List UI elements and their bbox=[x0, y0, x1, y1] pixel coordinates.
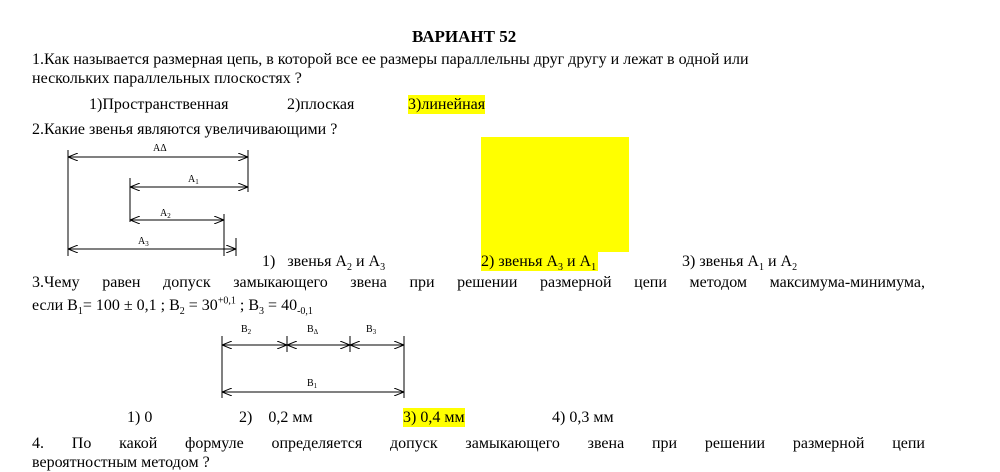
q2-option-2-correct[interactable]: 2) звенья $A_3$ и $A_1$ bbox=[481, 253, 597, 274]
page-title: ВАРИАНТ 52 bbox=[412, 27, 517, 46]
q3-option-2[interactable]: 2) 0,2 мм bbox=[239, 409, 313, 426]
q3-option-4[interactable]: 4) 0,3 мм bbox=[552, 409, 614, 426]
a1-label: $A_1$ bbox=[188, 174, 199, 186]
q2-dimension-chain-diagram bbox=[60, 138, 260, 258]
q2-option-1[interactable]: 1) звенья $A_2$ и $A_3$ bbox=[262, 253, 386, 274]
a-delta-label: AΔ bbox=[153, 143, 167, 154]
q4-text-line1: 4. По какой формуле определяется допуск замыкающего звена при решении размерной цепи bbox=[32, 435, 925, 452]
a2-label: $A_2$ bbox=[160, 208, 171, 220]
q1-text-line1: 1.Как называется размерная цепь, в которой все ее размеры параллельны друг другу и лежат в одной или bbox=[32, 51, 749, 68]
q3-option-3-correct[interactable]: 3) 0,4 мм bbox=[403, 409, 465, 426]
q1-text-line2: нескольких параллельных плоскостях ? bbox=[32, 70, 302, 87]
q3-dimension-chain-diagram bbox=[215, 318, 415, 402]
q2-option-3[interactable]: 3) звенья $A_1$ и $A_2$ bbox=[682, 253, 798, 274]
q2-text: 2.Какие звенья являются увеличивающими ? bbox=[32, 121, 338, 138]
q4-text-line2: вероятностным методом ? bbox=[32, 454, 210, 471]
q3-text-line1: 3.Чему равен допуск замыкающего звена при решении размерной цепи методом максимума-минимума, bbox=[32, 274, 925, 291]
q3-text-line2: если $B_1= 100 \pm 0,1$ ; $B_2 = 30^{+0,1}$ ; $B_3 = 40_{-0,1}$ bbox=[32, 295, 313, 318]
b1-label: $B_1$ bbox=[307, 378, 318, 390]
b3-label: $B_3$ bbox=[366, 324, 377, 336]
b2-label: $B_2$ bbox=[241, 324, 252, 336]
b-delta-label: $B_\Delta$ bbox=[307, 324, 319, 336]
q1-option-3-correct[interactable]: 3)линейная bbox=[408, 96, 486, 113]
a3-label: $A_3$ bbox=[138, 236, 149, 248]
q1-option-2[interactable]: 2)плоская bbox=[287, 96, 355, 113]
q1-option-1[interactable]: 1)Пространственная bbox=[89, 96, 229, 113]
q2-highlight-block bbox=[481, 137, 629, 252]
q3-option-1[interactable]: 1) 0 bbox=[127, 409, 153, 426]
